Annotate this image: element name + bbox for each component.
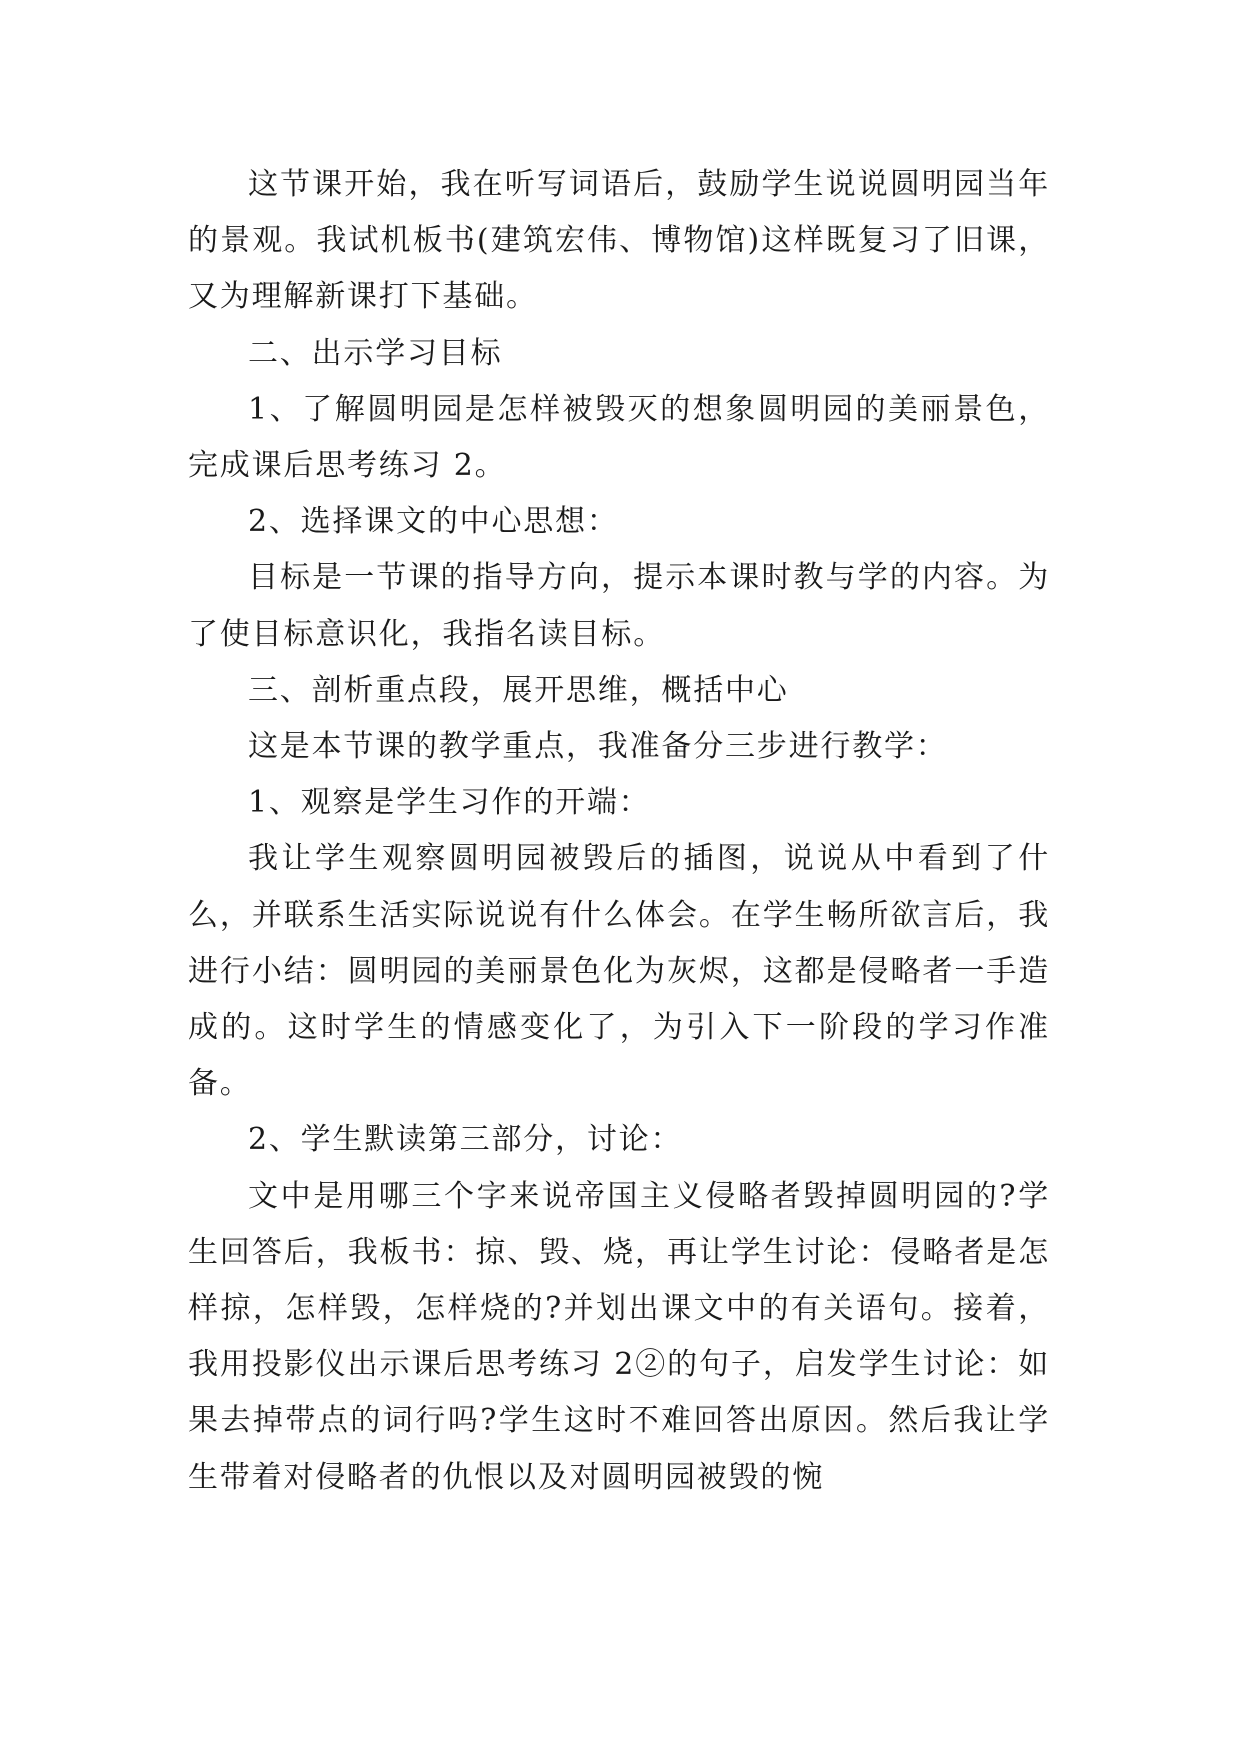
paragraph-goal-purpose: 目标是一节课的指导方向，提示本课时教与学的内容。为了使目标意识化，我指名读目标。: [188, 560, 1050, 652]
document-body: [188, 157, 1050, 1506]
paragraph-key-focus: 这是本节课的教学重点，我准备分三步进行教学：: [248, 729, 948, 765]
step-item-2: 2、学生默读第三部分，讨论：: [248, 1122, 683, 1158]
goal-item-1: 1、了解圆明园是怎样被毁灭的想象圆明园的美丽景色，完成课后思考练习 2。: [188, 391, 1050, 484]
step-item-1: 1、观察是学生习作的开端：: [248, 785, 651, 821]
heading-learning-goals: 二、出示学习目标: [248, 335, 503, 371]
paragraph-observation: 我让学生观察圆明园被毁后的插图，说说从中看到了什么，并联系生活实际说说有什么体会。在学生畅所欲言后，我进行小结：圆明园的美丽景色化为灰烬，这都是侵略者一手造成的。这时学生的情感变化了，为引入下一阶段的学习作准备。: [188, 841, 1050, 1102]
paragraph-intro: 这节课开始，我在听写词语后，鼓励学生说说圆明园当年的景观。我试机板书(建筑宏伟、博物馆)这样既复习了旧课，又为理解新课打下基础。: [188, 167, 1050, 315]
heading-key-section: 三、剖析重点段，展开思维，概括中心: [248, 672, 789, 708]
paragraph-discussion: 文中是用哪三个字来说帝国主义侵略者毁掉圆明园的?学生回答后，我板书：掠、毁、烧，再让学生讨论：侵略者是怎样掠，怎样毁，怎样烧的?并划出课文中的有关语句。接着，我用投影仪出示课后思考练习 2②的句子，启发学生讨论：如果去掉带点的词行吗?学生这时不难回答出原因。然后我让学生带着对侵略者的仇恨以及对圆明园被毁的惋: [188, 1178, 1050, 1495]
goal-item-2: 2、选择课文的中心思想：: [248, 504, 619, 540]
